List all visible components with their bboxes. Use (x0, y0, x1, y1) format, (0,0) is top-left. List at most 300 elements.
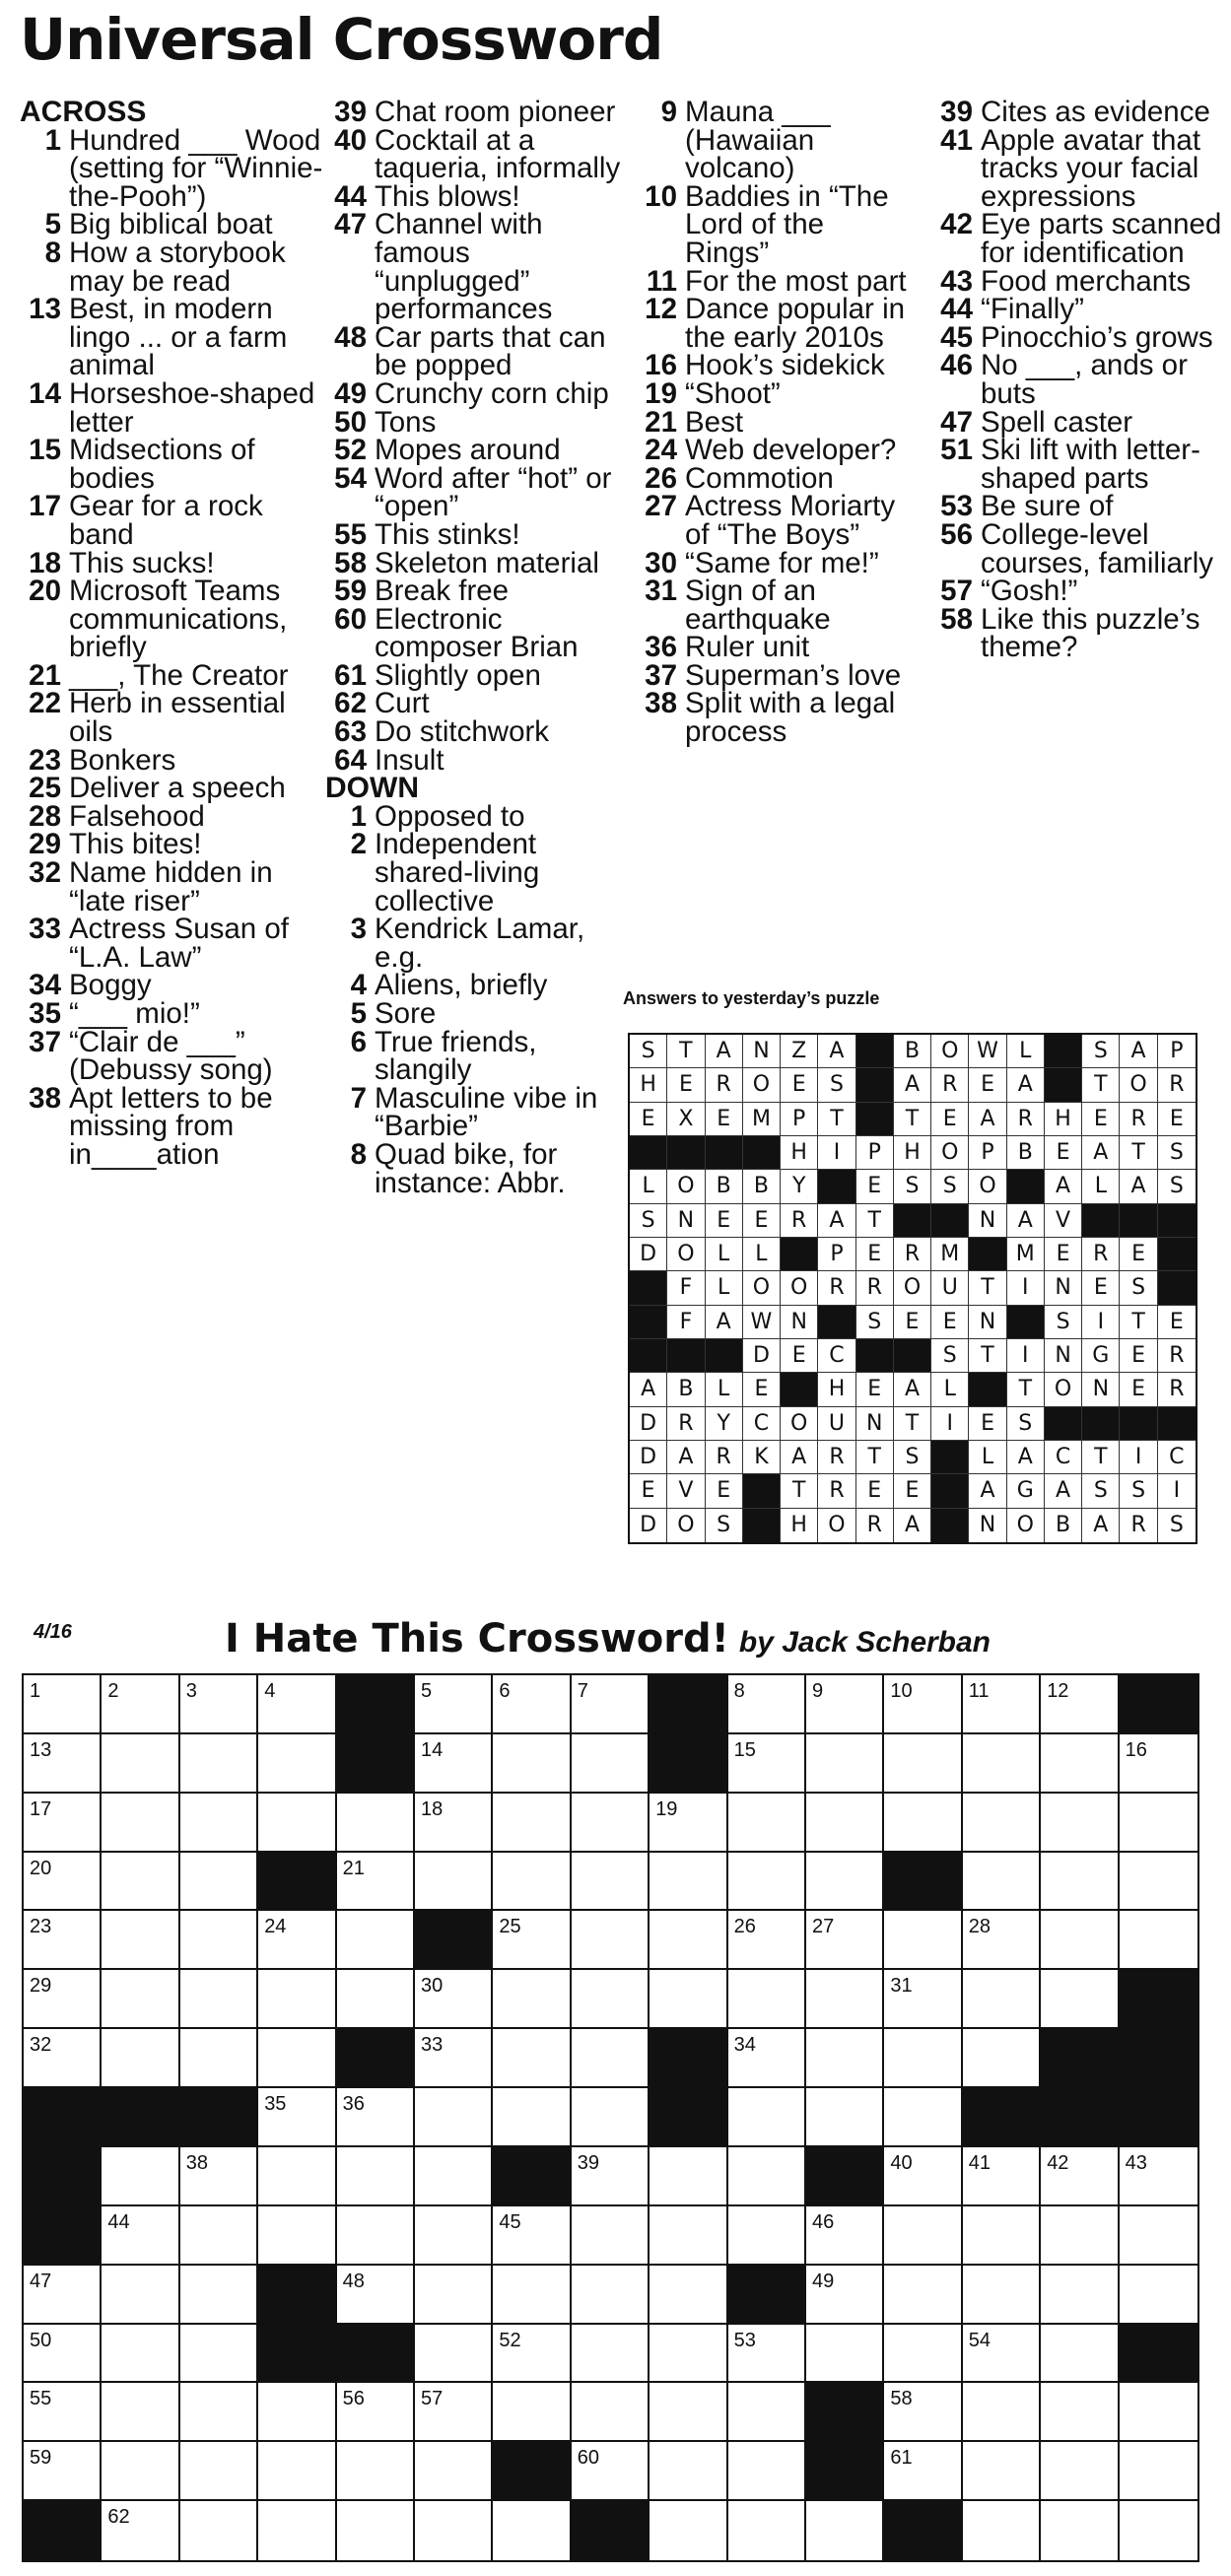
grid-cell[interactable] (180, 1794, 258, 1853)
grid-cell[interactable] (1120, 1853, 1197, 1912)
grid-cell[interactable] (728, 2325, 806, 2384)
answer-letter: N (969, 1204, 1006, 1238)
grid-cell[interactable] (1041, 2266, 1119, 2325)
clue-number: 21 (29, 658, 61, 692)
grid-cell[interactable] (572, 2325, 650, 2384)
grid-cell[interactable] (102, 1675, 179, 1734)
grid-cell[interactable] (1041, 2383, 1119, 2442)
answer-letter: S (894, 1441, 931, 1474)
answer-letter: E (856, 1238, 894, 1271)
grid-cell[interactable] (963, 1911, 1041, 1970)
grid-cell[interactable] (1041, 2325, 1119, 2384)
grid-cell[interactable] (258, 2442, 336, 2501)
grid-cell[interactable] (1041, 2442, 1119, 2501)
answer-black-square (1082, 1204, 1120, 1238)
grid-cell[interactable] (572, 1911, 650, 1970)
grid-cell[interactable] (258, 1911, 336, 1970)
grid-cell[interactable] (337, 1853, 415, 1912)
across-clue (20, 799, 335, 833)
clue-number: 2 (350, 828, 367, 861)
grid-cell[interactable] (258, 2383, 336, 2442)
grid-cell[interactable] (102, 1734, 179, 1794)
black-square (180, 2088, 258, 2147)
grid-cell[interactable] (728, 2206, 806, 2266)
grid-cell[interactable] (180, 2206, 258, 2266)
grid-cell[interactable] (806, 1734, 884, 1794)
clue-number: 49 (334, 376, 367, 410)
answer-letter: A (894, 1373, 931, 1406)
grid-cell[interactable] (572, 1675, 650, 1734)
grid-cell[interactable] (1120, 1794, 1197, 1853)
clue-number: 52 (334, 434, 367, 467)
grid-cell[interactable] (1041, 2501, 1119, 2560)
grid-cell[interactable] (102, 1970, 179, 2029)
grid-cell[interactable] (415, 2442, 493, 2501)
puzzle-date: 4/16 (34, 1621, 72, 1643)
answer-letter: T (667, 1035, 705, 1068)
down-column-2 (931, 96, 1227, 664)
grid-cell[interactable] (728, 1794, 806, 1853)
grid-cell[interactable] (884, 2325, 962, 2384)
grid-cell[interactable] (24, 2383, 102, 2442)
grid-cell[interactable] (963, 2147, 1041, 2206)
grid-cell[interactable] (415, 2501, 493, 2560)
grid-cell[interactable] (180, 2383, 258, 2442)
grid-cell[interactable] (415, 1734, 493, 1794)
grid-cell[interactable] (1041, 1970, 1119, 2029)
grid-cell[interactable] (415, 2088, 493, 2147)
answer-letter: T (1120, 1306, 1157, 1339)
answer-letter: R (1158, 1373, 1196, 1406)
black-square (728, 2266, 806, 2325)
black-square (1041, 2088, 1119, 2147)
grid-cell[interactable] (963, 2442, 1041, 2501)
grid-cell[interactable] (102, 2383, 179, 2442)
grid-cell[interactable] (180, 2029, 258, 2088)
grid-cell[interactable] (572, 2088, 650, 2147)
grid-cell[interactable] (884, 2088, 962, 2147)
clue-number: 6 (350, 1025, 367, 1058)
answer-letter: A (630, 1373, 667, 1406)
down-clue (636, 96, 912, 185)
answer-letter: N (1045, 1271, 1082, 1305)
grid-cell[interactable] (24, 2325, 102, 2384)
grid-cell[interactable] (180, 1675, 258, 1734)
answer-letter: T (856, 1204, 894, 1238)
grid-cell[interactable] (102, 1853, 179, 1912)
across-clue (20, 969, 335, 1002)
cell-number: 43 (1125, 2151, 1147, 2174)
grid-cell[interactable] (102, 2501, 179, 2560)
cell-number: 52 (499, 2329, 521, 2351)
answer-letter: R (1158, 1339, 1196, 1373)
grid-cell[interactable] (650, 1970, 727, 2029)
grid-cell[interactable] (963, 1853, 1041, 1912)
grid-cell[interactable] (24, 2442, 102, 2501)
puzzle-byline: by Jack Scherban (738, 1626, 992, 1659)
grid-cell[interactable] (806, 2088, 884, 2147)
clue-text: This sucks! (69, 546, 215, 579)
grid-cell[interactable] (572, 2147, 650, 2206)
grid-cell[interactable] (963, 2383, 1041, 2442)
down-clue (931, 293, 1227, 326)
clue-number: 51 (940, 434, 973, 467)
clue-number: 30 (645, 546, 677, 579)
grid-cell[interactable] (102, 2029, 179, 2088)
black-square (493, 2147, 571, 2206)
grid-cell[interactable] (650, 2383, 727, 2442)
clue-number: 62 (334, 687, 367, 720)
grid-cell[interactable] (24, 2029, 102, 2088)
grid-cell[interactable] (884, 2442, 962, 2501)
answer-letter: A (969, 1474, 1006, 1508)
grid-cell[interactable] (728, 2147, 806, 2206)
grid-cell[interactable] (493, 1911, 571, 1970)
clue-text: Gear for a rock band (69, 490, 263, 551)
grid-cell[interactable] (1041, 1853, 1119, 1912)
grid-cell[interactable] (884, 1911, 962, 1970)
answer-letter: R (1158, 1068, 1196, 1102)
grid-cell[interactable] (258, 1970, 336, 2029)
grid-cell[interactable] (102, 2147, 179, 2206)
grid-cell[interactable] (415, 2206, 493, 2266)
answer-letter: N (1082, 1373, 1120, 1406)
black-square (415, 1911, 493, 1970)
clue-text: Midsections of bodies (69, 434, 255, 495)
grid-cell[interactable] (415, 1794, 493, 1853)
grid-cell[interactable] (24, 2266, 102, 2325)
answer-letter: E (894, 1306, 931, 1339)
grid-cell[interactable] (650, 1911, 727, 1970)
grid-cell[interactable] (102, 2325, 179, 2384)
down-clue (636, 293, 912, 354)
clue-text: This blows! (375, 179, 520, 213)
grid-cell[interactable] (24, 1853, 102, 1912)
grid-cell[interactable] (415, 2383, 493, 2442)
grid-cell[interactable] (728, 2501, 806, 2560)
clue-text: True friends, slangily (375, 1025, 537, 1087)
grid-cell[interactable] (493, 2383, 571, 2442)
answer-letter: R (1007, 1103, 1045, 1136)
grid-cell[interactable] (258, 2147, 336, 2206)
grid-cell[interactable] (180, 2501, 258, 2560)
grid-cell[interactable] (493, 2206, 571, 2266)
grid-cell[interactable] (102, 2266, 179, 2325)
grid-cell[interactable] (24, 1675, 102, 1734)
cell-number: 15 (733, 1738, 756, 1761)
grid-cell[interactable] (806, 2266, 884, 2325)
answer-letter: G (1007, 1474, 1045, 1508)
grid-cell[interactable] (180, 1970, 258, 2029)
grid-cell[interactable] (728, 2383, 806, 2442)
answer-letter: R (818, 1474, 855, 1508)
grid-cell[interactable] (650, 2206, 727, 2266)
across-clue (20, 236, 335, 298)
grid-cell[interactable] (180, 1734, 258, 1794)
answer-letter: S (1082, 1035, 1120, 1068)
grid-cell[interactable] (493, 2029, 571, 2088)
grid-cell[interactable] (806, 1675, 884, 1734)
cell-number: 17 (30, 1797, 52, 1820)
grid-cell[interactable] (650, 2266, 727, 2325)
grid-cell[interactable] (415, 1675, 493, 1734)
grid-cell[interactable] (1120, 1734, 1197, 1794)
answer-black-square (1007, 1170, 1045, 1203)
grid-cell[interactable] (102, 1911, 179, 1970)
answer-letter: Y (706, 1407, 743, 1441)
grid-cell[interactable] (102, 2206, 179, 2266)
grid-cell[interactable] (650, 2442, 727, 2501)
grid-cell[interactable] (806, 2029, 884, 2088)
grid-cell[interactable] (1041, 1911, 1119, 1970)
grid-cell[interactable] (1120, 2147, 1197, 2206)
grid-cell[interactable] (1120, 2383, 1197, 2442)
clue-text: “Clair de ___” (Debussy song) (69, 1025, 273, 1087)
grid-cell[interactable] (415, 2029, 493, 2088)
cell-number: 59 (30, 2447, 52, 2470)
clue-text: Tons (375, 405, 437, 439)
grid-cell[interactable] (415, 2325, 493, 2384)
grid-cell[interactable] (806, 1911, 884, 1970)
grid-cell[interactable] (572, 2266, 650, 2325)
grid-cell[interactable] (258, 1794, 336, 1853)
grid-cell[interactable] (963, 2266, 1041, 2325)
clue-text: ___, The Creator (69, 658, 289, 692)
answer-letter: U (931, 1271, 969, 1305)
grid-cell[interactable] (884, 1734, 962, 1794)
grid-cell[interactable] (258, 2029, 336, 2088)
clue-text: This bites! (69, 828, 202, 861)
answer-black-square (1007, 1306, 1045, 1339)
black-square (572, 2501, 650, 2560)
grid-cell[interactable] (1041, 1675, 1119, 1734)
grid-cell[interactable] (415, 1853, 493, 1912)
answer-letter: O (1045, 1373, 1082, 1406)
grid-cell[interactable] (806, 2206, 884, 2266)
grid-cell[interactable] (24, 1911, 102, 1970)
black-square (102, 2088, 179, 2147)
grid-cell[interactable] (884, 1675, 962, 1734)
grid-cell[interactable] (1120, 1911, 1197, 1970)
grid-cell[interactable] (572, 1794, 650, 1853)
across-clue (20, 997, 335, 1030)
black-square (337, 2325, 415, 2384)
answer-letter: O (931, 1136, 969, 1170)
grid-cell[interactable] (650, 1853, 727, 1912)
grid-cell[interactable] (180, 2325, 258, 2384)
answer-letter: T (969, 1339, 1006, 1373)
grid-cell[interactable] (572, 1970, 650, 2029)
grid-cell[interactable] (728, 1734, 806, 1794)
clue-number: 7 (350, 1081, 367, 1115)
grid-cell[interactable] (728, 1970, 806, 2029)
grid-cell[interactable] (337, 2206, 415, 2266)
grid-cell[interactable] (337, 2442, 415, 2501)
grid-cell[interactable] (493, 2325, 571, 2384)
clue-text: Electronic composer Brian (375, 602, 579, 664)
grid-cell[interactable] (337, 2088, 415, 2147)
grid-cell[interactable] (1120, 2501, 1197, 2560)
answer-letter: U (818, 1407, 855, 1441)
clue-text: Food merchants (981, 264, 1192, 298)
answer-letter: E (743, 1373, 781, 1406)
grid-cell[interactable] (963, 2501, 1041, 2560)
answer-letter: A (706, 1035, 743, 1068)
answer-black-square (931, 1441, 969, 1474)
answer-letter: A (1045, 1474, 1082, 1508)
grid-cell[interactable] (884, 2206, 962, 2266)
clue-number: 45 (940, 320, 973, 354)
grid-cell[interactable] (650, 2325, 727, 2384)
grid-cell[interactable] (493, 1675, 571, 1734)
grid-cell[interactable] (884, 2029, 962, 2088)
down-clue (325, 969, 621, 1002)
clue-number: 34 (29, 969, 61, 1002)
black-square (1120, 1970, 1197, 2029)
grid-cell[interactable] (572, 2442, 650, 2501)
grid-cell[interactable] (24, 1970, 102, 2029)
grid-cell[interactable] (415, 2147, 493, 2206)
grid-cell[interactable] (337, 2383, 415, 2442)
grid-cell[interactable] (102, 2442, 179, 2501)
answer-letter: O (818, 1509, 855, 1542)
grid-cell[interactable] (415, 1970, 493, 2029)
grid-cell[interactable] (884, 1970, 962, 2029)
grid-cell[interactable] (650, 2147, 727, 2206)
grid-cell[interactable] (963, 2206, 1041, 2266)
black-square (258, 1853, 336, 1912)
grid-cell[interactable] (884, 2266, 962, 2325)
answer-letter: B (743, 1170, 781, 1203)
answer-letter: O (1007, 1509, 1045, 1542)
answer-letter: L (1082, 1170, 1120, 1203)
answer-letter: O (667, 1238, 705, 1271)
grid-cell[interactable] (963, 1794, 1041, 1853)
grid-cell[interactable] (493, 1734, 571, 1794)
grid-cell[interactable] (963, 1970, 1041, 2029)
cell-number: 6 (499, 1680, 511, 1702)
grid-cell[interactable] (963, 1675, 1041, 1734)
clue-number: 21 (645, 405, 677, 439)
grid-cell[interactable] (963, 2029, 1041, 2088)
cell-number: 57 (421, 2388, 444, 2410)
grid-cell[interactable] (728, 2442, 806, 2501)
grid-cell[interactable] (728, 1911, 806, 1970)
grid-cell[interactable] (258, 1734, 336, 1794)
grid-cell[interactable] (102, 1794, 179, 1853)
grid-cell[interactable] (728, 1853, 806, 1912)
grid-cell[interactable] (415, 2266, 493, 2325)
answer-letter: S (1007, 1407, 1045, 1441)
grid-cell[interactable] (572, 2383, 650, 2442)
across-clue (325, 658, 621, 692)
grid-cell[interactable] (884, 2147, 962, 2206)
grid-cell[interactable] (1041, 1794, 1119, 1853)
grid-cell[interactable] (337, 2147, 415, 2206)
clue-number: 5 (44, 208, 61, 241)
grid-cell[interactable] (493, 1853, 571, 1912)
grid-cell[interactable] (258, 2206, 336, 2266)
grid-cell[interactable] (493, 1970, 571, 2029)
answer-letter: O (743, 1271, 781, 1305)
grid-cell[interactable] (963, 2325, 1041, 2384)
grid-cell[interactable] (1041, 1734, 1119, 1794)
grid-cell[interactable] (572, 2029, 650, 2088)
grid-cell[interactable] (180, 1911, 258, 1970)
answer-black-square (969, 1373, 1006, 1406)
grid-cell[interactable] (180, 1853, 258, 1912)
answer-letter: C (818, 1339, 855, 1373)
answer-letter: I (818, 1136, 855, 1170)
grid-cell[interactable] (258, 2088, 336, 2147)
grid-cell[interactable] (493, 1794, 571, 1853)
grid-cell[interactable] (806, 1853, 884, 1912)
clue-text: Curt (375, 687, 430, 720)
grid-cell[interactable] (337, 2266, 415, 2325)
clue-text: Best, in modern lingo ... or a farm animal (69, 293, 288, 382)
grid-cell[interactable] (572, 1853, 650, 1912)
clue-text: Falsehood (69, 799, 205, 833)
grid-cell[interactable] (493, 2501, 571, 2560)
grid-cell[interactable] (337, 1794, 415, 1853)
grid-cell[interactable] (1120, 2266, 1197, 2325)
grid-cell[interactable] (728, 2088, 806, 2147)
grid-cell[interactable] (337, 1970, 415, 2029)
grid-cell[interactable] (572, 1734, 650, 1794)
clue-text: Apt letters to be missing from in____ation (69, 1081, 273, 1171)
grid-cell[interactable] (1041, 2206, 1119, 2266)
grid-cell[interactable] (258, 1675, 336, 1734)
grid-cell[interactable] (963, 1734, 1041, 1794)
clue-text: Break free (375, 575, 510, 608)
across-clue (325, 179, 621, 213)
grid-cell[interactable] (728, 2029, 806, 2088)
grid-cell[interactable] (493, 2088, 571, 2147)
grid-cell[interactable] (1120, 2206, 1197, 2266)
answer-letter: R (1120, 1509, 1157, 1542)
grid-cell[interactable] (1120, 2442, 1197, 2501)
grid-cell[interactable] (572, 2206, 650, 2266)
across-column-1 (20, 96, 335, 1171)
clue-number: 10 (645, 179, 677, 213)
grid-cell[interactable] (806, 1794, 884, 1853)
grid-cell[interactable] (806, 2501, 884, 2560)
black-square (24, 2088, 102, 2147)
grid-cell[interactable] (884, 2383, 962, 2442)
black-square (337, 2029, 415, 2088)
grid-cell[interactable] (24, 1794, 102, 1853)
grid-cell[interactable] (806, 2325, 884, 2384)
grid-cell[interactable] (1041, 2147, 1119, 2206)
grid-cell[interactable] (650, 1794, 727, 1853)
cell-number: 5 (421, 1680, 433, 1702)
clue-text: College-level courses, familiarly (981, 517, 1214, 579)
grid-cell[interactable] (180, 2442, 258, 2501)
grid-cell[interactable] (650, 2501, 727, 2560)
grid-cell[interactable] (258, 2501, 336, 2560)
clue-number: 44 (334, 179, 367, 213)
grid-cell[interactable] (180, 2147, 258, 2206)
grid-cell[interactable] (806, 1970, 884, 2029)
grid-cell[interactable] (24, 1734, 102, 1794)
grid-cell[interactable] (884, 1794, 962, 1853)
grid-cell[interactable] (337, 1911, 415, 1970)
grid-cell[interactable] (493, 2266, 571, 2325)
answer-letter: R (856, 1271, 894, 1305)
grid-cell[interactable] (337, 2501, 415, 2560)
grid-cell[interactable] (728, 1675, 806, 1734)
grid-cell[interactable] (180, 2266, 258, 2325)
